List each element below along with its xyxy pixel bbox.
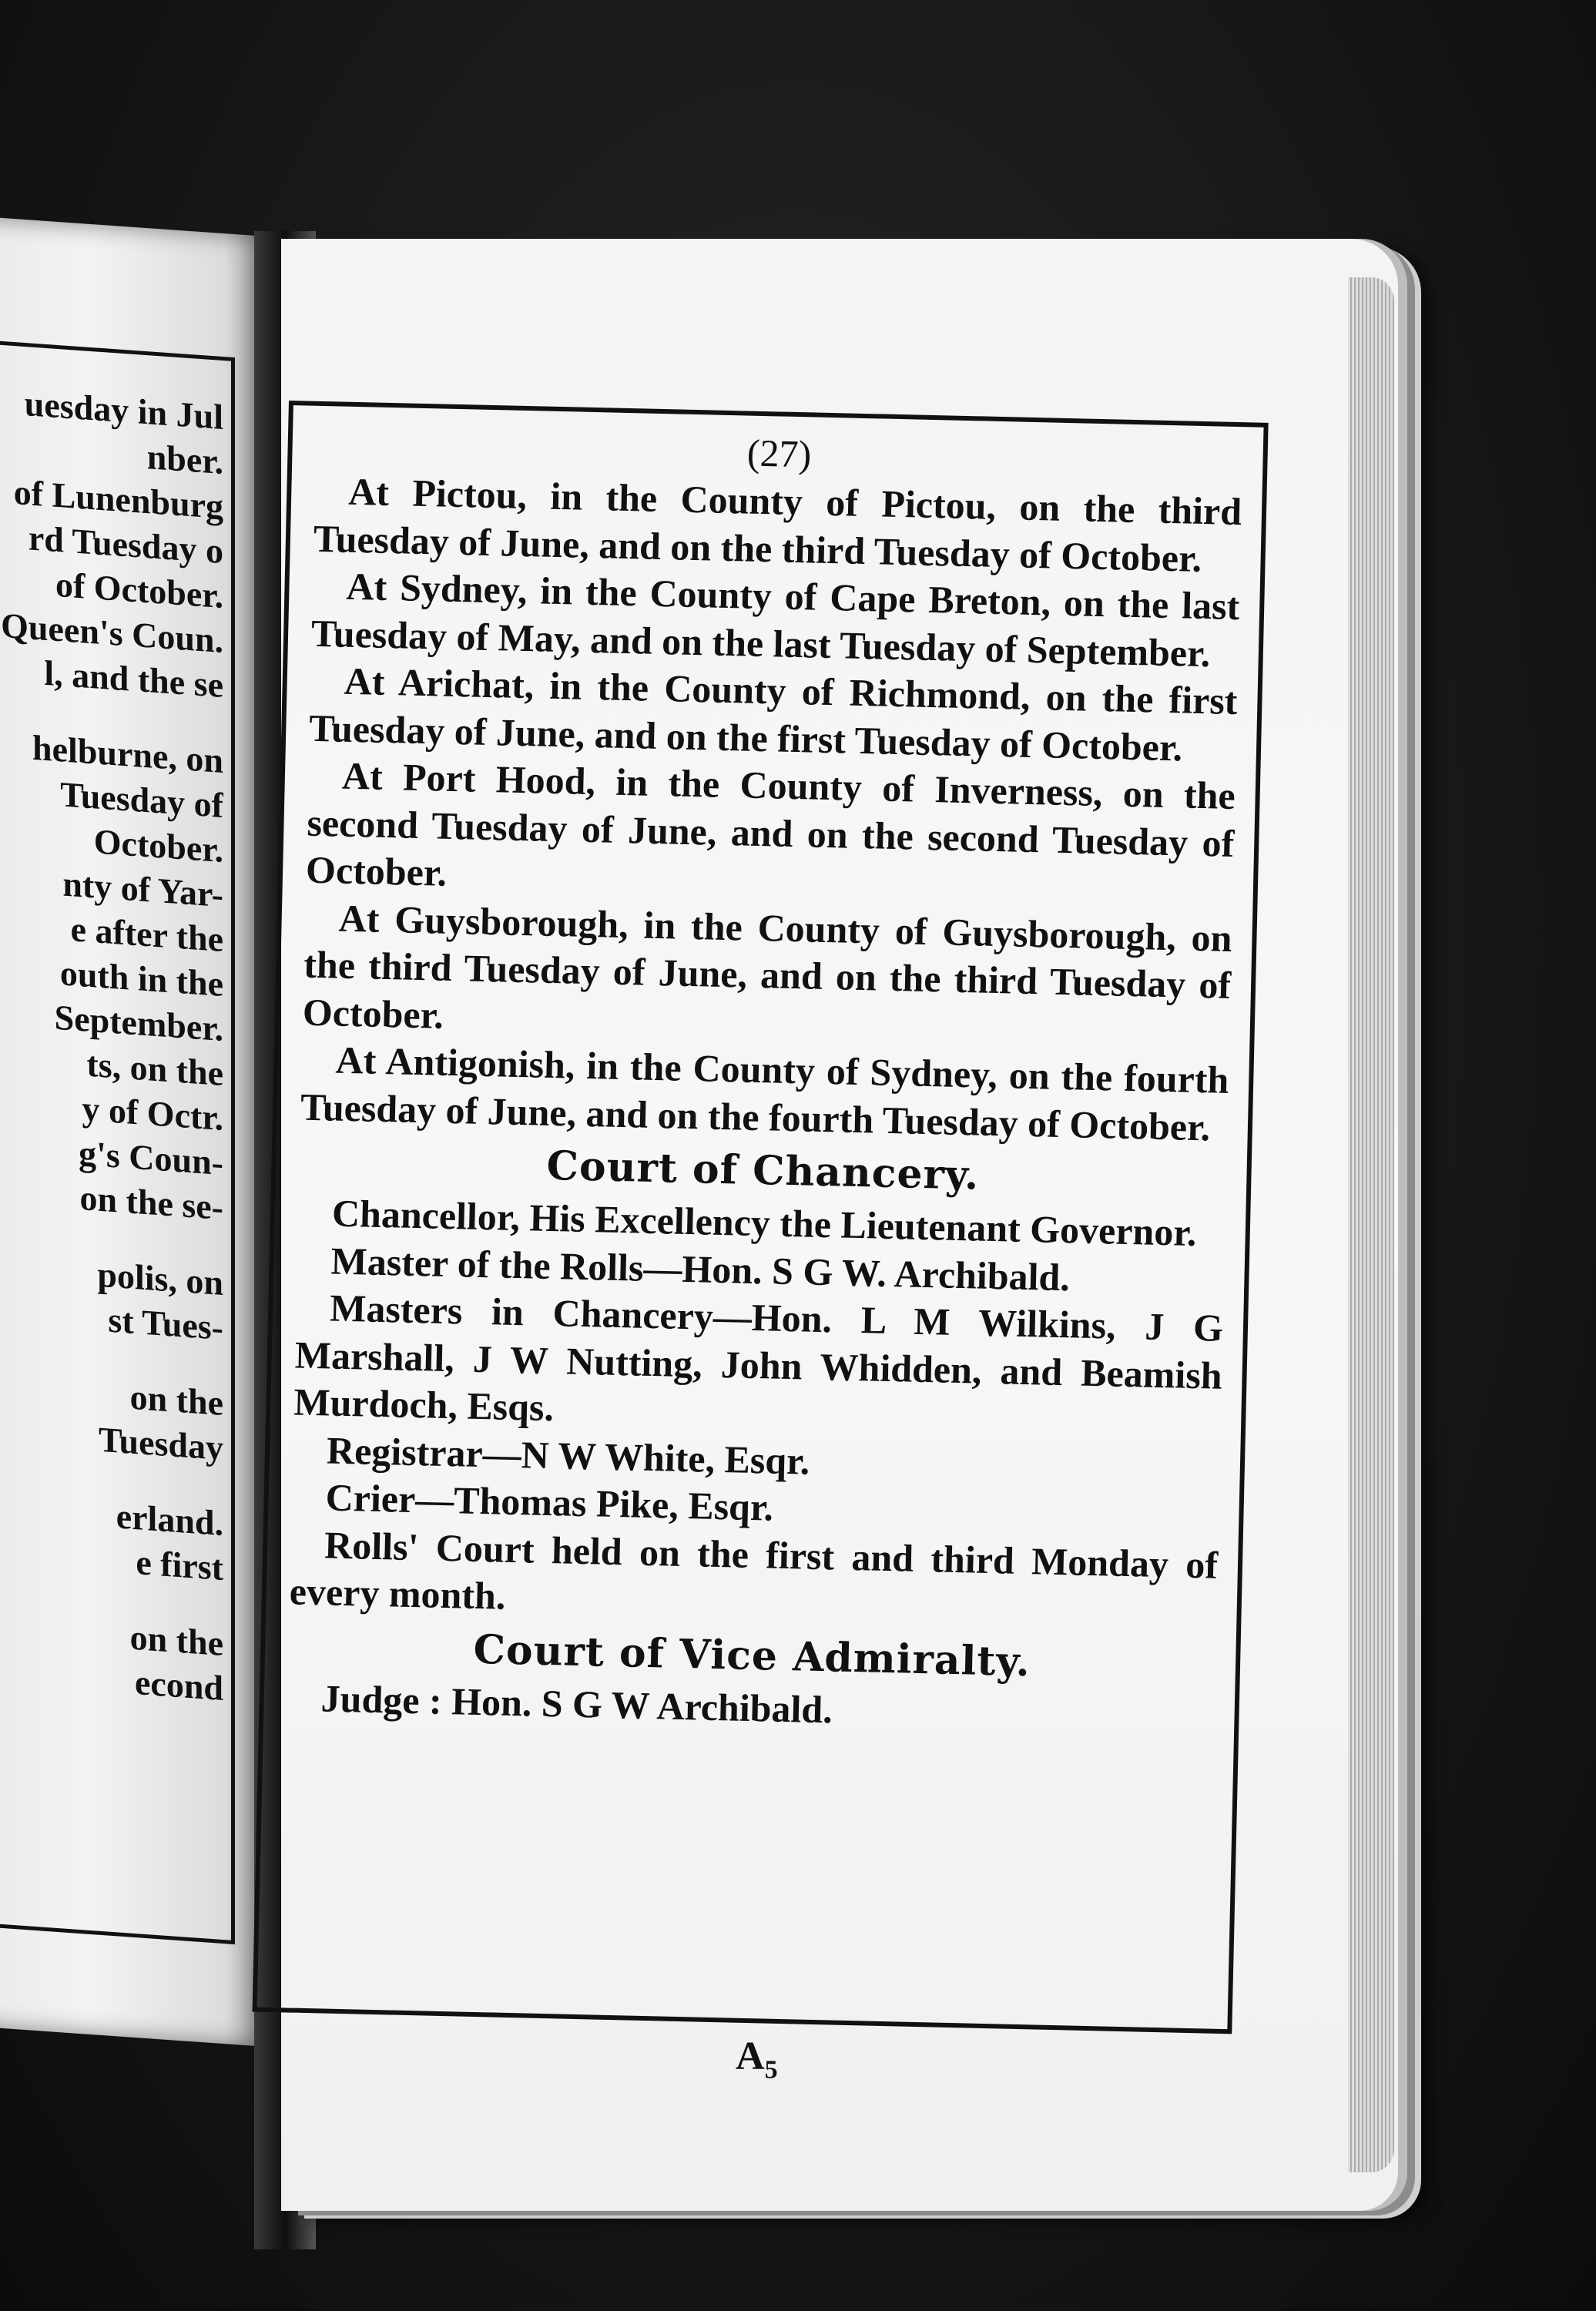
left-line: September. [54, 997, 223, 1049]
left-line: y of Octr. [82, 1088, 223, 1139]
chancery-entry: Masters in Chancery—Hon. L M Wilkins, J G Marshall, J W Nutting, John Whidden, and Beamish Murdoch, Esqs. [293, 1286, 1224, 1430]
left-line: outh in the [59, 953, 223, 1005]
court-session-paragraph: At Sydney, in the County of Cape Breton, on the last Tuesday of May, and on the last Tuesday of September. [310, 564, 1240, 675]
page-frame [253, 401, 1269, 2034]
court-session-paragraph: At Port Hood, in the County of Inverness, on the second Tuesday of June, and on the second Tuesday of October. [305, 753, 1236, 894]
left-line: October. [93, 821, 223, 870]
chancery-entry: Chancellor, His Excellency the Lieutenant Governor. [331, 1191, 1198, 1255]
signature-number: 5 [764, 2055, 778, 2085]
left-line: nty of Yar- [62, 864, 223, 915]
left-line: erland. [116, 1496, 223, 1544]
left-page [0, 216, 270, 2047]
left-line: e after the [70, 909, 223, 960]
chancery-entry: Crier—Thomas Pike, Esqr. [325, 1475, 774, 1529]
left-line: e first [136, 1542, 223, 1588]
left-line: nber. [146, 437, 223, 482]
left-line: Tuesday [99, 1419, 223, 1468]
left-page-text [0, 377, 223, 1711]
chancery-entry: Master of the Rolls—Hon. S G W. Archibald. [330, 1239, 1071, 1299]
chancery-entry: Registrar—N W White, Esqr. [326, 1427, 810, 1483]
court-session-paragraph: At Guysborough, in the County of Guysborough, on the third Tuesday of June, and on the third Tuesday of October. [302, 896, 1233, 1037]
page-number: (27) [746, 431, 812, 476]
page-edges [1348, 277, 1394, 2172]
court-session-paragraph: At Arichat, in the County of Richmond, on the first Tuesday of June, and on the first Tuesday of October. [308, 659, 1239, 769]
heading-court-of-vice-admiralty: Court of Vice Admiralty. [472, 1625, 1031, 1685]
left-line: Tuesday of [60, 774, 223, 826]
court-session-paragraph: At Antigonish, in the County of Sydney, on the fourth Tuesday of June, and on the fourth Tuesday of October. [300, 1038, 1229, 1149]
signature-letter: A [736, 2034, 765, 2078]
left-line: g's Coun- [79, 1132, 223, 1183]
left-line: of October. [55, 564, 223, 616]
left-line: on the se- [79, 1178, 223, 1228]
left-line: ts, on the [86, 1044, 223, 1094]
left-line: helburne, on [32, 727, 223, 781]
left-line: Queen's Coun. [1, 605, 223, 661]
admiralty-entry: Judge : Hon. S G W Archibald. [320, 1675, 833, 1731]
left-line: of Lunenburg [13, 472, 223, 527]
left-line: rd Tuesday o [28, 518, 223, 572]
page-content [287, 420, 1243, 1742]
left-line: econd [135, 1662, 223, 1709]
left-line: on the [129, 1617, 223, 1664]
left-line: st Tues- [108, 1300, 223, 1348]
chancery-entry: Rolls' Court held on the first and third Monday of every month. [289, 1522, 1219, 1618]
left-line: uesday in Jul [24, 384, 223, 438]
left-line: on the [129, 1377, 223, 1424]
heading-court-of-chancery: Court of Chancery. [545, 1142, 980, 1199]
left-line: polis, on [97, 1254, 223, 1303]
signature-mark [736, 2034, 778, 2093]
left-line: l, and the se [44, 652, 223, 706]
court-session-paragraph: At Pictou, in the County of Pictou, on the third Tuesday of June, and on the third Tuesday of October. [313, 469, 1242, 580]
